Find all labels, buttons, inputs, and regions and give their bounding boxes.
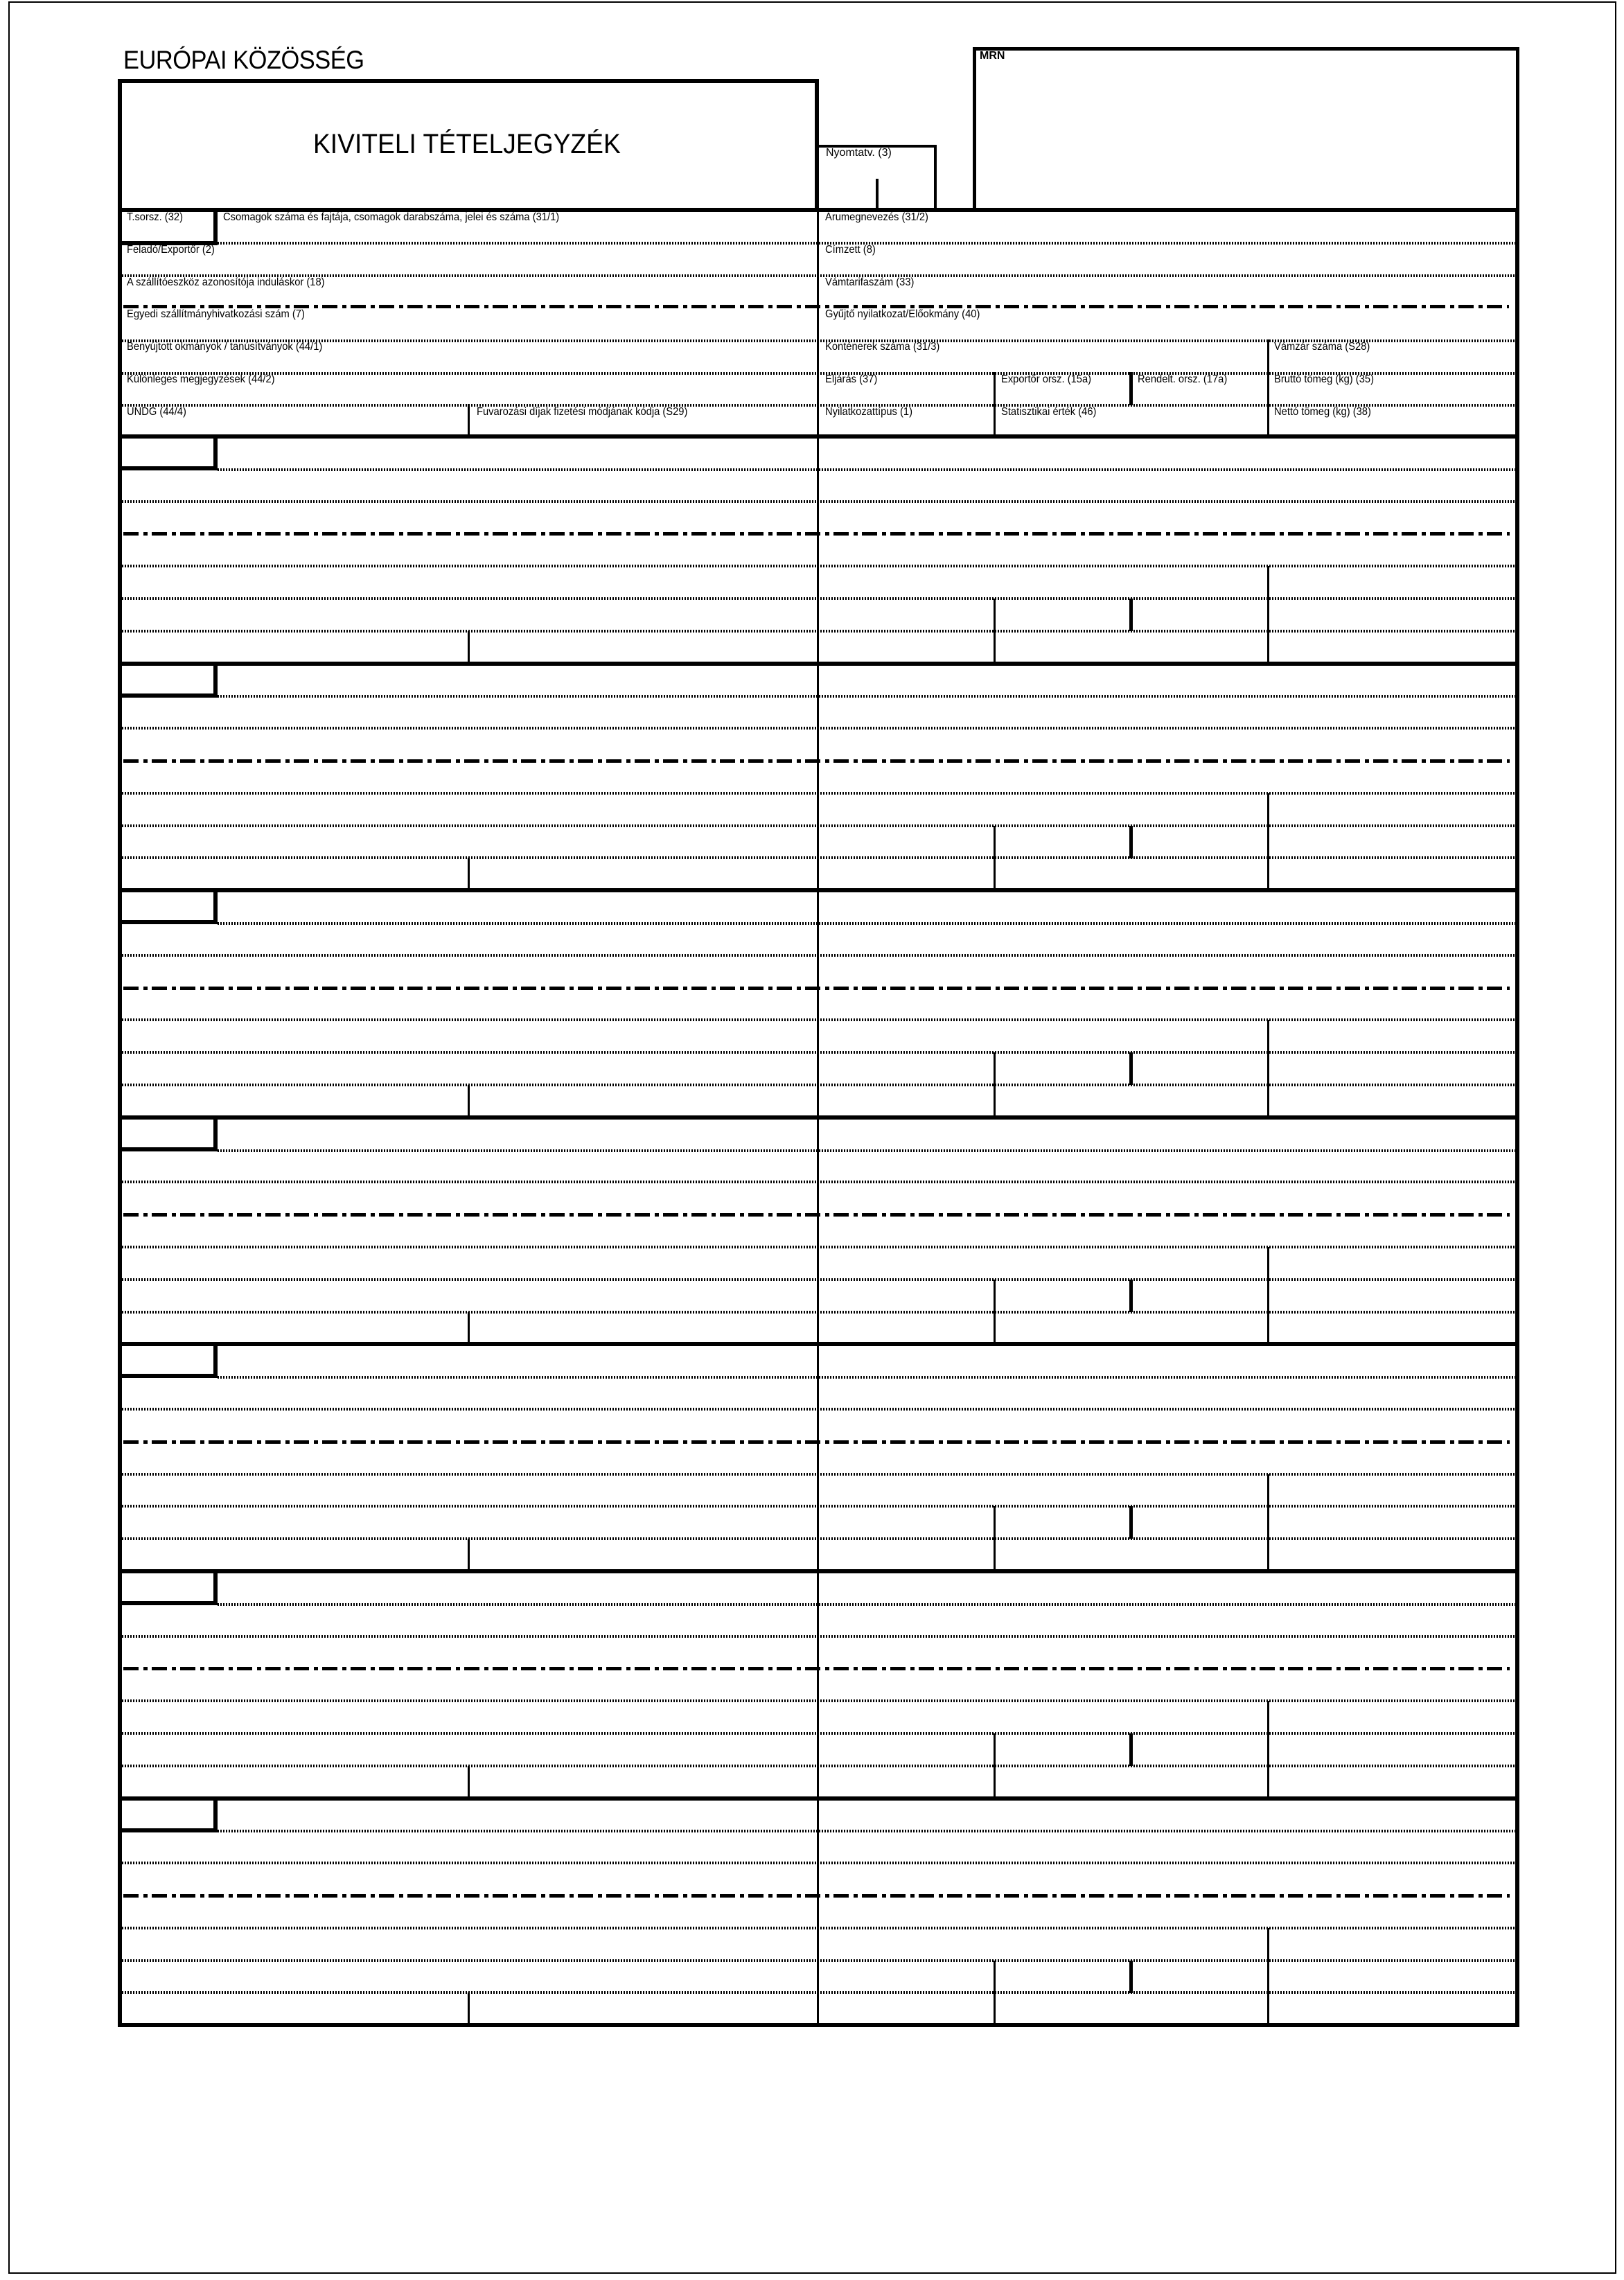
label-statistical-value: Statisztikai érték (46) (1001, 406, 1097, 418)
column-divider (468, 1085, 470, 1117)
column-divider (1267, 1701, 1269, 1798)
mrn-label: MRN (980, 50, 1005, 62)
label-undg: UNDG (44/4) (127, 406, 186, 418)
column-divider (1129, 1052, 1133, 1085)
packages-field[interactable] (222, 1801, 813, 1829)
column-divider (1267, 1020, 1269, 1117)
label-special-remarks: Különleges megjegyzések (44/2) (127, 373, 275, 385)
label-commodity-code: Vámtarifaszám (33) (825, 276, 915, 288)
column-divider (994, 1280, 996, 1345)
column-divider (1129, 599, 1133, 631)
column-divider (468, 858, 470, 890)
label-procedure: Eljárás (37) (825, 373, 878, 385)
item-number-field[interactable] (125, 1347, 213, 1373)
column-divider (1267, 1247, 1269, 1344)
label-documents: Benyújtott okmányok / tanúsítványok (44/1) (127, 341, 323, 353)
goods-description-field[interactable] (823, 1120, 1512, 1148)
column-divider (1267, 1474, 1269, 1571)
label-transport-id: A szállítóeszköz azonosítója induláskor (18) (127, 276, 325, 288)
row-divider (218, 922, 1515, 925)
item-number-field[interactable] (125, 1574, 213, 1600)
column-divider (817, 212, 819, 436)
label-destination-country: Rendelt. orsz. (17a) (1138, 373, 1228, 385)
column-divider (1129, 1961, 1133, 1993)
label-previous-document: Gyűjtő nyilatkozat/Előokmány (40) (825, 308, 980, 320)
row-divider (218, 695, 1515, 698)
column-divider (994, 1506, 996, 1571)
label-ucr: Egyedi szállítmányhivatkozási szám (7) (127, 308, 305, 320)
goods-description-field[interactable] (823, 1347, 1512, 1375)
column-divider (468, 1312, 470, 1345)
community-heading: EURÓPAI KÖZÖSSÉG (123, 46, 364, 74)
column-divider (1267, 339, 1269, 436)
column-divider (468, 404, 470, 436)
column-divider (1267, 566, 1269, 663)
item-number-field[interactable] (125, 1801, 213, 1828)
item-number-field[interactable] (125, 439, 213, 466)
column-divider (994, 1961, 996, 2026)
column-divider (468, 1992, 470, 2025)
packages-field[interactable] (222, 1120, 813, 1148)
goods-description-field[interactable] (823, 893, 1512, 921)
form-type-label: Nyomtatv. (3) (826, 147, 892, 159)
goods-description-field[interactable] (823, 1801, 1512, 1829)
column-divider (817, 890, 819, 1117)
column-divider (468, 1766, 470, 1799)
column-divider (468, 631, 470, 664)
row-divider (218, 1603, 1515, 1606)
label-gross-mass: Bruttó tömeg (kg) (35) (1274, 373, 1374, 385)
document-title: KIVITELI TÉTELJEGYZÉK (313, 129, 621, 159)
column-divider (1129, 1280, 1133, 1312)
column-divider (468, 1539, 470, 1571)
label-payment-method: Fuvarozási díjak fizetési módjának kódja (S29) (477, 406, 688, 418)
column-divider (1267, 1928, 1269, 2025)
goods-description-field[interactable] (823, 439, 1512, 467)
goods-description-field[interactable] (823, 666, 1512, 694)
column-divider (1129, 1733, 1133, 1766)
column-divider (994, 372, 996, 436)
label-consignor: Feladó/Exportőr (2) (127, 244, 215, 256)
mrn-field[interactable] (978, 67, 1515, 206)
item-block-divider (118, 2023, 1519, 2027)
column-divider (817, 1344, 819, 1571)
row-divider (218, 468, 1515, 471)
column-divider (817, 1571, 819, 1799)
column-divider (994, 599, 996, 664)
goods-description-field[interactable] (823, 1574, 1512, 1602)
row-divider (218, 1376, 1515, 1379)
label-declaration-type: Nyilatkozattípus (1) (825, 406, 912, 418)
item-number-field[interactable] (125, 666, 213, 693)
label-consignee: Címzett (8) (825, 244, 876, 256)
column-divider (1129, 372, 1133, 405)
column-divider (1267, 793, 1269, 890)
column-divider (1129, 1506, 1133, 1539)
column-divider (817, 664, 819, 891)
column-divider (817, 1117, 819, 1345)
item-number-field[interactable] (125, 893, 213, 919)
packages-field[interactable] (222, 666, 813, 694)
packages-field[interactable] (222, 893, 813, 921)
label-export-country: Exportőr orsz. (15a) (1001, 373, 1092, 385)
item-number-field[interactable] (125, 1120, 213, 1147)
label-packages: Csomagok száma és fajtája, csomagok darabszáma, jelei és száma (31/1) (223, 211, 560, 223)
column-divider (817, 1799, 819, 2026)
label-item-no: T.sorsz. (32) (127, 211, 183, 223)
label-goods-description: Árumegnevezés (31/2) (825, 211, 928, 223)
label-seal-number: Vámzár száma (S28) (1274, 341, 1370, 353)
column-divider (817, 436, 819, 664)
packages-field[interactable] (222, 1574, 813, 1602)
column-divider (1129, 826, 1133, 858)
form-type-field[interactable] (822, 164, 935, 206)
column-divider (994, 1052, 996, 1117)
label-net-mass: Nettó tömeg (kg) (38) (1274, 406, 1371, 418)
row-divider (218, 1149, 1515, 1152)
packages-field[interactable] (222, 1347, 813, 1375)
label-containers: Konténerek száma (31/3) (825, 341, 940, 353)
dash-dot-divider (123, 305, 1509, 308)
column-divider (994, 826, 996, 891)
row-divider (218, 1830, 1515, 1832)
column-divider (994, 1733, 996, 1799)
packages-field[interactable] (222, 439, 813, 467)
